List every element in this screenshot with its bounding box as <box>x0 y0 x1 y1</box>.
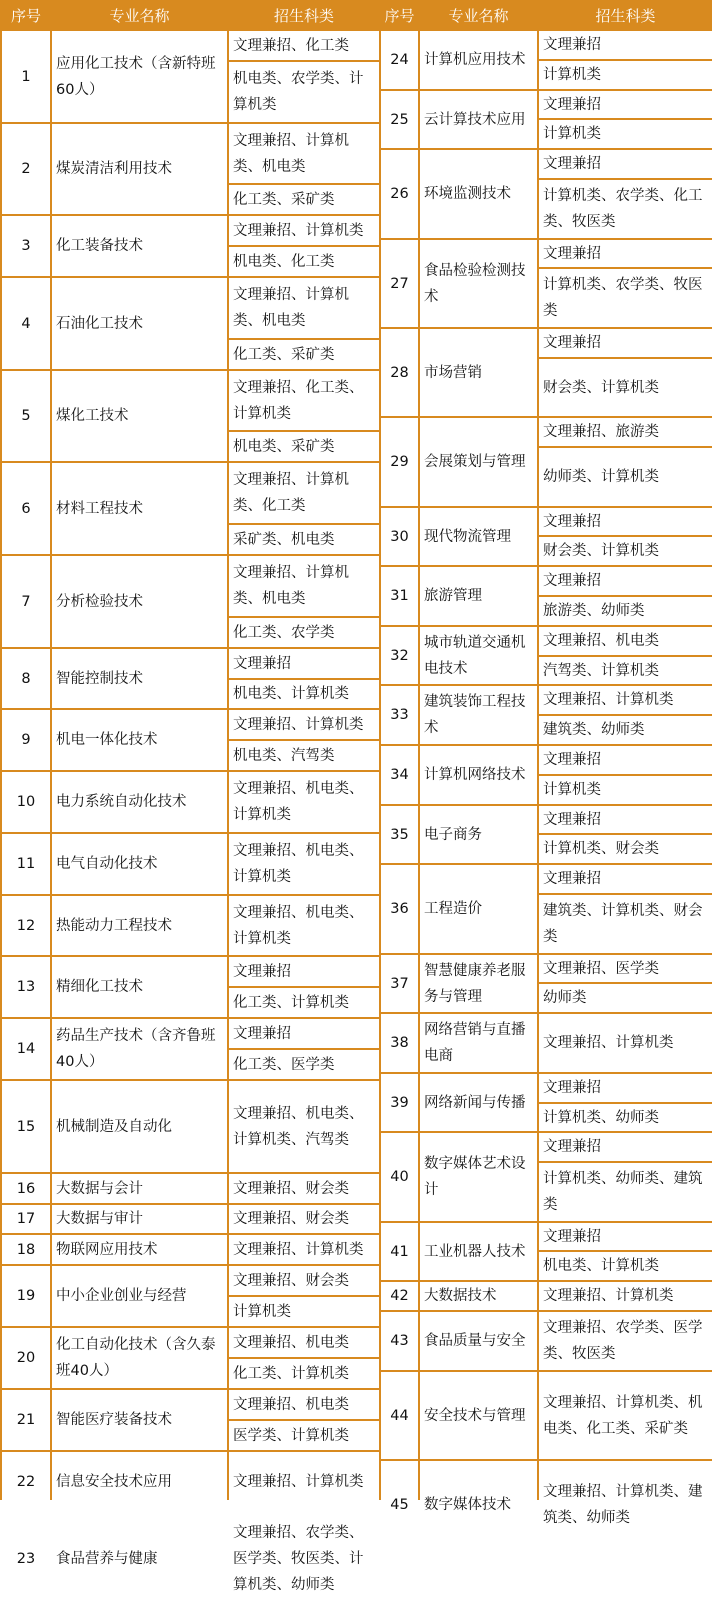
subject-category: 计算机类、幼师类、建筑类 <box>539 1163 712 1221</box>
major-name: 电子商务 <box>420 806 537 863</box>
major-name: 智慧健康养老服务与管理 <box>420 955 537 1012</box>
row-index: 14 <box>2 1019 50 1079</box>
subject-category: 医学类、计算机类 <box>229 1421 379 1450</box>
subject-category: 计算机类、幼师类 <box>539 1104 712 1131</box>
subject-category: 建筑类、计算机类、财会类 <box>539 895 712 953</box>
subject-category: 文理兼招 <box>539 150 712 178</box>
subject-category: 化工类、医学类 <box>229 1050 379 1079</box>
subject-category: 汽驾类、计算机类 <box>539 657 712 684</box>
subject-category: 文理兼招 <box>539 746 712 774</box>
major-name: 中小企业创业与经营 <box>52 1266 227 1326</box>
subject-category: 财会类、计算机类 <box>539 537 712 565</box>
subject-category: 文理兼招、计算机类 <box>539 1282 712 1310</box>
major-name: 电气自动化技术 <box>52 834 227 894</box>
row-index: 25 <box>381 91 418 148</box>
subject-category: 文理兼招、计算机类、机电类、化工类、采矿类 <box>539 1372 712 1459</box>
row-index: 32 <box>381 627 418 684</box>
row-index: 1 <box>2 31 50 122</box>
subject-category: 旅游类、幼师类 <box>539 597 712 625</box>
header-index: 序号 <box>381 2 418 29</box>
row-index: 28 <box>381 329 418 416</box>
row-index: 37 <box>381 955 418 1012</box>
major-name: 精细化工技术 <box>52 957 227 1017</box>
subject-category: 化工类、农学类 <box>229 618 379 647</box>
subject-category: 文理兼招 <box>539 1074 712 1102</box>
subject-category: 文理兼招、机电类 <box>229 1390 379 1419</box>
row-index: 2 <box>2 124 50 214</box>
major-name: 物联网应用技术 <box>52 1235 227 1264</box>
major-name: 现代物流管理 <box>420 508 537 565</box>
major-name: 煤炭清洁利用技术 <box>52 124 227 214</box>
subject-category: 文理兼招、计算机类 <box>539 686 712 714</box>
major-name: 食品检验检测技术 <box>420 240 537 327</box>
major-name: 环境监测技术 <box>420 150 537 238</box>
subject-category: 文理兼招、计算机类 <box>539 1014 712 1072</box>
major-name: 数字媒体技术 <box>420 1461 537 1548</box>
subject-category: 文理兼招、医学类 <box>539 955 712 982</box>
row-index: 26 <box>381 150 418 238</box>
subject-category: 计算机类 <box>539 61 712 89</box>
subject-category: 化工类、计算机类 <box>229 1359 379 1388</box>
subject-category: 文理兼招、农学类、医学类、牧医类 <box>539 1312 712 1370</box>
major-name: 网络营销与直播电商 <box>420 1014 537 1072</box>
major-name: 化工装备技术 <box>52 216 227 276</box>
major-name: 云计算技术应用 <box>420 91 537 148</box>
major-name: 材料工程技术 <box>52 463 227 554</box>
subject-category: 计算机类、农学类、化工类、牧医类 <box>539 180 712 238</box>
row-index: 19 <box>2 1266 50 1326</box>
subject-category: 文理兼招 <box>539 508 712 535</box>
subject-category: 机电类、计算机类 <box>229 680 379 708</box>
major-name: 工程造价 <box>420 865 537 953</box>
subject-category: 文理兼招 <box>539 865 712 893</box>
row-index: 41 <box>381 1223 418 1280</box>
major-name: 数字媒体艺术设计 <box>420 1133 537 1221</box>
row-index: 3 <box>2 216 50 276</box>
subject-category: 文理兼招、计算机类 <box>229 710 379 739</box>
subject-category: 文理兼招 <box>539 31 712 59</box>
row-index: 20 <box>2 1328 50 1388</box>
major-name: 食品质量与安全 <box>420 1312 537 1370</box>
subject-category: 文理兼招、农学类、医学类、牧医类、计算机类、幼师类 <box>229 1513 379 1604</box>
subject-category: 文理兼招 <box>539 240 712 267</box>
subject-category: 文理兼招、机电类、计算机类 <box>229 834 379 894</box>
subject-category: 文理兼招、化工类、计算机类 <box>229 371 379 430</box>
row-index: 31 <box>381 567 418 625</box>
subject-category: 文理兼招、财会类 <box>229 1205 379 1233</box>
row-index: 45 <box>381 1461 418 1548</box>
row-index: 30 <box>381 508 418 565</box>
major-name: 大数据技术 <box>420 1282 537 1310</box>
subject-category: 计算机类 <box>539 776 712 804</box>
major-name: 大数据与审计 <box>52 1205 227 1233</box>
major-name: 安全技术与管理 <box>420 1372 537 1459</box>
major-name: 信息安全技术应用 <box>52 1452 227 1511</box>
subject-category: 文理兼招、机电类 <box>539 627 712 655</box>
subject-category: 文理兼招 <box>229 649 379 678</box>
major-name: 城市轨道交通机电技术 <box>420 627 537 684</box>
subject-category: 建筑类、幼师类 <box>539 716 712 744</box>
row-index: 43 <box>381 1312 418 1370</box>
subject-category: 计算机类 <box>539 120 712 148</box>
subject-category: 计算机类、财会类 <box>539 835 712 863</box>
major-name: 化工自动化技术（含久泰班40人） <box>52 1328 227 1388</box>
row-index: 18 <box>2 1235 50 1264</box>
major-name: 电力系统自动化技术 <box>52 772 227 832</box>
major-name: 旅游管理 <box>420 567 537 625</box>
subject-category: 文理兼招 <box>229 957 379 986</box>
subject-category: 文理兼招、计算机类 <box>229 216 379 245</box>
subject-category: 机电类、采矿类 <box>229 432 379 461</box>
subject-category: 文理兼招、计算机类、建筑类、幼师类 <box>539 1461 712 1548</box>
row-index: 6 <box>2 463 50 554</box>
row-index: 9 <box>2 710 50 770</box>
subject-category: 文理兼招 <box>229 1019 379 1048</box>
subject-category: 文理兼招 <box>539 1223 712 1250</box>
row-index: 11 <box>2 834 50 894</box>
row-index: 42 <box>381 1282 418 1310</box>
major-name: 机电一体化技术 <box>52 710 227 770</box>
major-name: 网络新闻与传播 <box>420 1074 537 1131</box>
major-name: 煤化工技术 <box>52 371 227 461</box>
subject-category: 文理兼招 <box>539 329 712 357</box>
subject-category: 采矿类、机电类 <box>229 525 379 554</box>
major-name: 智能控制技术 <box>52 649 227 708</box>
subject-category: 机电类、计算机类 <box>539 1252 712 1280</box>
subject-category: 计算机类、农学类、牧医类 <box>539 269 712 327</box>
subject-category: 文理兼招、财会类 <box>229 1174 379 1203</box>
subject-category: 文理兼招、计算机类、机电类 <box>229 124 379 183</box>
row-index: 44 <box>381 1372 418 1459</box>
subject-category: 化工类、采矿类 <box>229 185 379 214</box>
row-index: 17 <box>2 1205 50 1233</box>
row-index: 4 <box>2 278 50 369</box>
header-subjects: 招生科类 <box>229 2 379 29</box>
subject-category: 文理兼招、化工类 <box>229 31 379 60</box>
major-name: 机械制造及自动化 <box>52 1081 227 1172</box>
row-index: 39 <box>381 1074 418 1131</box>
major-name: 会展策划与管理 <box>420 418 537 506</box>
subject-category: 财会类、计算机类 <box>539 359 712 416</box>
major-name: 分析检验技术 <box>52 556 227 647</box>
header-index: 序号 <box>2 2 50 29</box>
major-name: 食品营养与健康 <box>52 1513 227 1604</box>
table-right-half <box>379 0 712 1526</box>
subject-category: 文理兼招 <box>539 91 712 118</box>
row-index: 22 <box>2 1452 50 1511</box>
subject-category: 文理兼招、机电类、计算机类 <box>229 772 379 832</box>
major-name: 工业机器人技术 <box>420 1223 537 1280</box>
row-index: 7 <box>2 556 50 647</box>
subject-category: 文理兼招、旅游类 <box>539 418 712 446</box>
major-name: 计算机应用技术 <box>420 31 537 89</box>
subject-category: 文理兼招、计算机类、化工类 <box>229 463 379 523</box>
row-index: 10 <box>2 772 50 832</box>
row-index: 23 <box>2 1513 50 1604</box>
row-index: 27 <box>381 240 418 327</box>
row-index: 35 <box>381 806 418 863</box>
major-name: 大数据与会计 <box>52 1174 227 1203</box>
subject-category: 文理兼招 <box>539 567 712 595</box>
subject-category: 计算机类 <box>229 1297 379 1326</box>
subject-category: 文理兼招 <box>539 1133 712 1161</box>
subject-category: 机电类、汽驾类 <box>229 741 379 770</box>
subject-category: 机电类、化工类 <box>229 247 379 276</box>
major-name: 计算机网络技术 <box>420 746 537 804</box>
row-index: 24 <box>381 31 418 89</box>
subject-category: 幼师类 <box>539 984 712 1012</box>
subject-category: 文理兼招、机电类、计算机类、汽驾类 <box>229 1081 379 1172</box>
row-index: 5 <box>2 371 50 461</box>
row-index: 36 <box>381 865 418 953</box>
subject-category: 文理兼招、机电类、计算机类 <box>229 896 379 955</box>
subject-category: 文理兼招、计算机类 <box>229 1235 379 1264</box>
row-index: 16 <box>2 1174 50 1203</box>
subject-category: 文理兼招 <box>539 806 712 833</box>
major-name: 石油化工技术 <box>52 278 227 369</box>
subject-category: 文理兼招、计算机类、机电类 <box>229 278 379 338</box>
row-index: 21 <box>2 1390 50 1450</box>
major-name: 市场营销 <box>420 329 537 416</box>
major-name: 建筑装饰工程技术 <box>420 686 537 744</box>
subject-category: 机电类、农学类、计算机类 <box>229 62 379 122</box>
major-name: 药品生产技术（含齐鲁班40人） <box>52 1019 227 1079</box>
row-index: 15 <box>2 1081 50 1172</box>
row-index: 34 <box>381 746 418 804</box>
header-major: 专业名称 <box>52 2 227 29</box>
header-subjects: 招生科类 <box>539 2 712 29</box>
row-index: 8 <box>2 649 50 708</box>
subject-category: 文理兼招、财会类 <box>229 1266 379 1295</box>
major-name: 智能医疗装备技术 <box>52 1390 227 1450</box>
row-index: 33 <box>381 686 418 744</box>
row-index: 29 <box>381 418 418 506</box>
header-major: 专业名称 <box>420 2 537 29</box>
row-index: 38 <box>381 1014 418 1072</box>
subject-category: 文理兼招、计算机类 <box>229 1452 379 1511</box>
row-index: 40 <box>381 1133 418 1221</box>
subject-category: 化工类、计算机类 <box>229 988 379 1017</box>
row-index: 13 <box>2 957 50 1017</box>
major-name: 应用化工技术（含新特班60人） <box>52 31 227 122</box>
row-index: 12 <box>2 896 50 955</box>
subject-category: 文理兼招、机电类 <box>229 1328 379 1357</box>
major-name: 热能动力工程技术 <box>52 896 227 955</box>
subject-category: 化工类、采矿类 <box>229 340 379 369</box>
subject-category: 幼师类、计算机类 <box>539 448 712 506</box>
subject-category: 文理兼招、计算机类、机电类 <box>229 556 379 616</box>
